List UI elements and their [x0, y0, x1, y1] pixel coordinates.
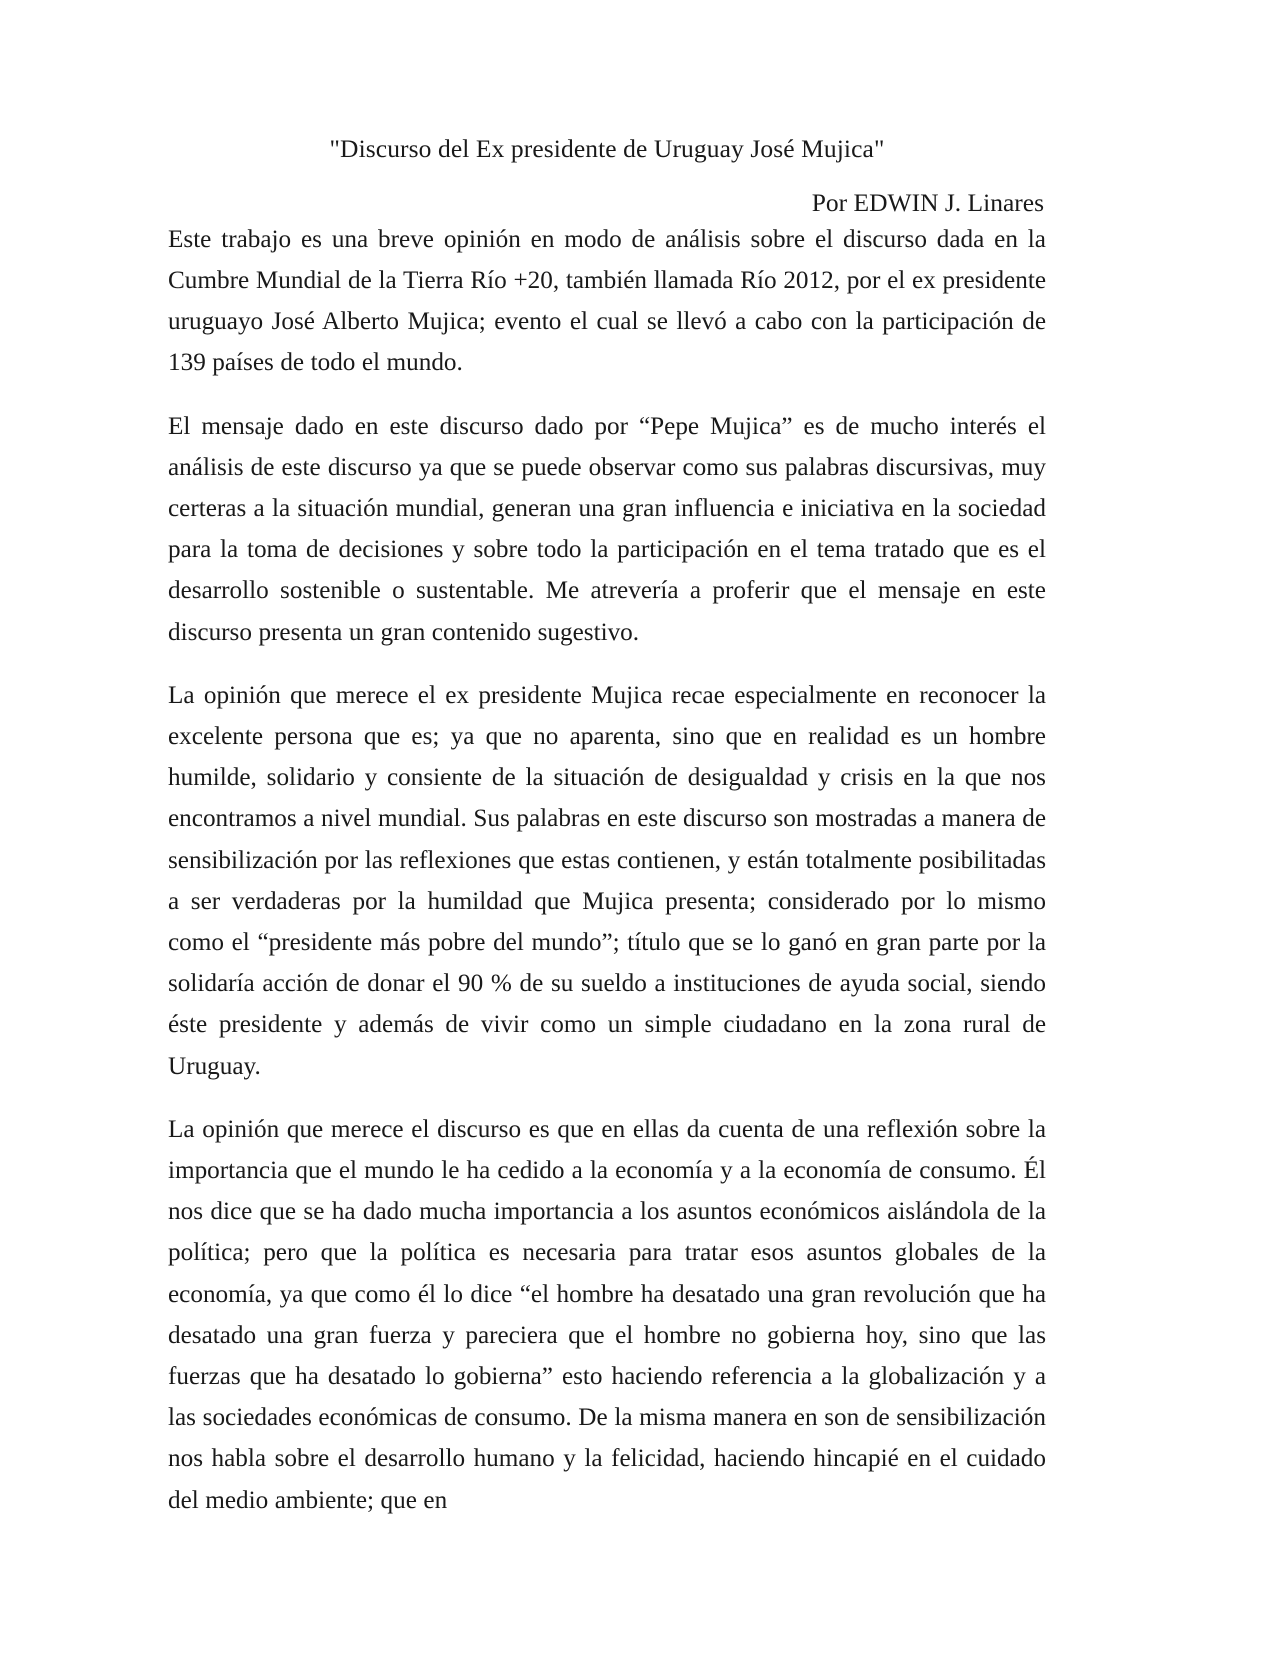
paragraph-2: El mensaje dado en este discurso dado por “Pepe Mujica” es de mucho interés el análisis de este discurso ya que se puede observar como sus palabras discursivas, muy certeras a la situación mundial, generan una gran influencia e iniciativa en la sociedad para la toma de decisiones y sobre todo la participación en el tema tratado que es el desarrollo sostenible o sustentable. Me atrevería a proferir que el mensaje en este discurso presenta un gran contenido sugestivo. [168, 412, 1046, 646]
author-byline: Por EDWIN J. Linares [811, 187, 1044, 217]
document-body [168, 0, 1046, 1521]
paragraph-1: Este trabajo es una breve opinión en modo de análisis sobre el discurso dada en la Cumbre Mundial de la Tierra Río +20, también llamada Río 2012, por el ex presidente uruguayo José Alberto Mujica; evento el cual se llevó a cabo con la participación de 139 países de todo el mundo. [168, 225, 1046, 377]
paragraph-3: La opinión que merece el ex presidente Mujica recae especialmente en reconocer la excelente persona que es; ya que no aparenta, sino que en realidad es un hombre humilde, solidario y consiente de la situación de desigualdad y crisis en la que nos encontramos a nivel mundial. Sus palabras en este discurso son mostradas a manera de sensibilización por las reflexiones que estas contienen, y están totalmente posibilitadas a ser verdaderas por la humildad que Mujica presenta; considerado por lo mismo como el “presidente más pobre del mundo”; título que se lo ganó en gran parte por la solidaría acción de donar el 90 % de su sueldo a instituciones de ayuda social, siendo éste presidente y además de vivir como un simple ciudadano en la zona rural de Uruguay. [168, 681, 1046, 1080]
paragraph-4: La opinión que merece el discurso es que en ellas da cuenta de una reflexión sobre la importancia que el mundo le ha cedido a la economía y a la economía de consumo. Él nos dice que se ha dado mucha importancia a los asuntos económicos aislándola de la política; pero que la política es necesaria para tratar esos asuntos globales de la economía, ya que como él lo dice “el hombre ha desatado una gran revolución que ha desatado una gran fuerza y pareciera que el hombre no gobierna hoy, sino que las fuerzas que ha desatado lo gobierna” esto haciendo referencia a la globalización y a las sociedades económicas de consumo. De la misma manera en son de sensibilización nos habla sobre el desarrollo humano y la felicidad, haciendo hincapié en el cuidado del medio ambiente; que en [168, 1115, 1046, 1514]
page-title: "Discurso del Ex presidente de Uruguay José Mujica" [329, 134, 885, 163]
